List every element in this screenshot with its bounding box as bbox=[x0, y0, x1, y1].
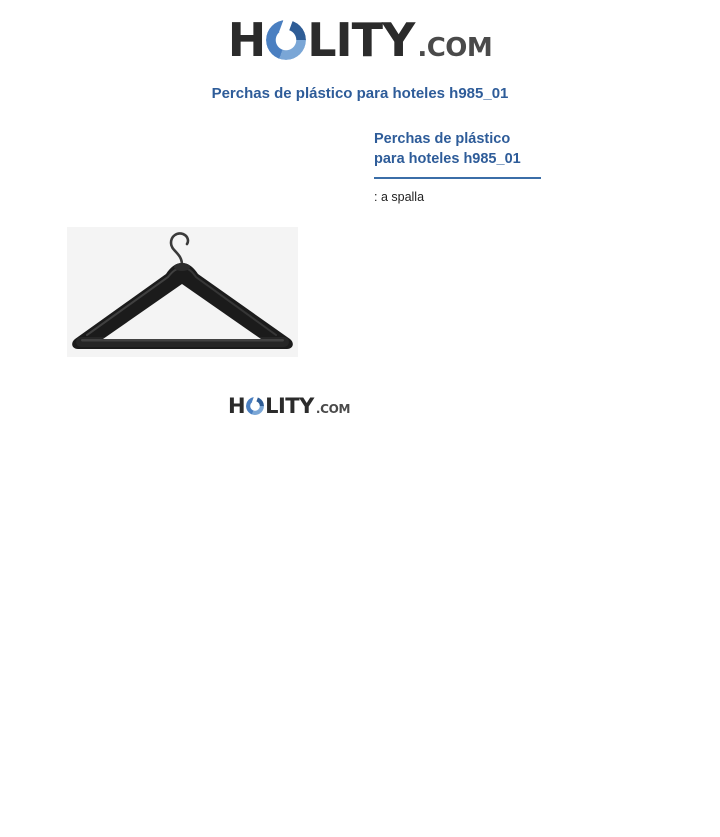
logo-text-part2: LITY bbox=[307, 13, 415, 67]
watermark-text-part2: LITY bbox=[265, 394, 314, 418]
o-ring-watermark-icon bbox=[246, 397, 264, 415]
black-plastic-hanger-image bbox=[67, 227, 298, 357]
o-ring-logo-icon bbox=[266, 20, 306, 60]
heading-divider bbox=[374, 177, 541, 179]
site-header bbox=[0, 0, 720, 67]
product-info-panel bbox=[374, 130, 544, 207]
product-heading-line2: para hoteles h985_01 bbox=[374, 150, 521, 167]
logo-text-part1: H bbox=[227, 13, 266, 67]
product-heading-line1: Perchas de plástico bbox=[374, 131, 511, 147]
product-heading bbox=[374, 130, 544, 169]
image-watermark-logo bbox=[228, 395, 350, 417]
watermark-text-part1: H bbox=[228, 394, 246, 418]
logo-text-suffix: .COM bbox=[417, 33, 493, 63]
product-image bbox=[67, 227, 298, 357]
product-detail: : a spalla bbox=[374, 190, 425, 205]
watermark-text-suffix: .COM bbox=[315, 402, 351, 416]
site-logo[interactable] bbox=[227, 13, 493, 67]
page-title: Perchas de plástico para hoteles h985_01 bbox=[211, 85, 509, 102]
